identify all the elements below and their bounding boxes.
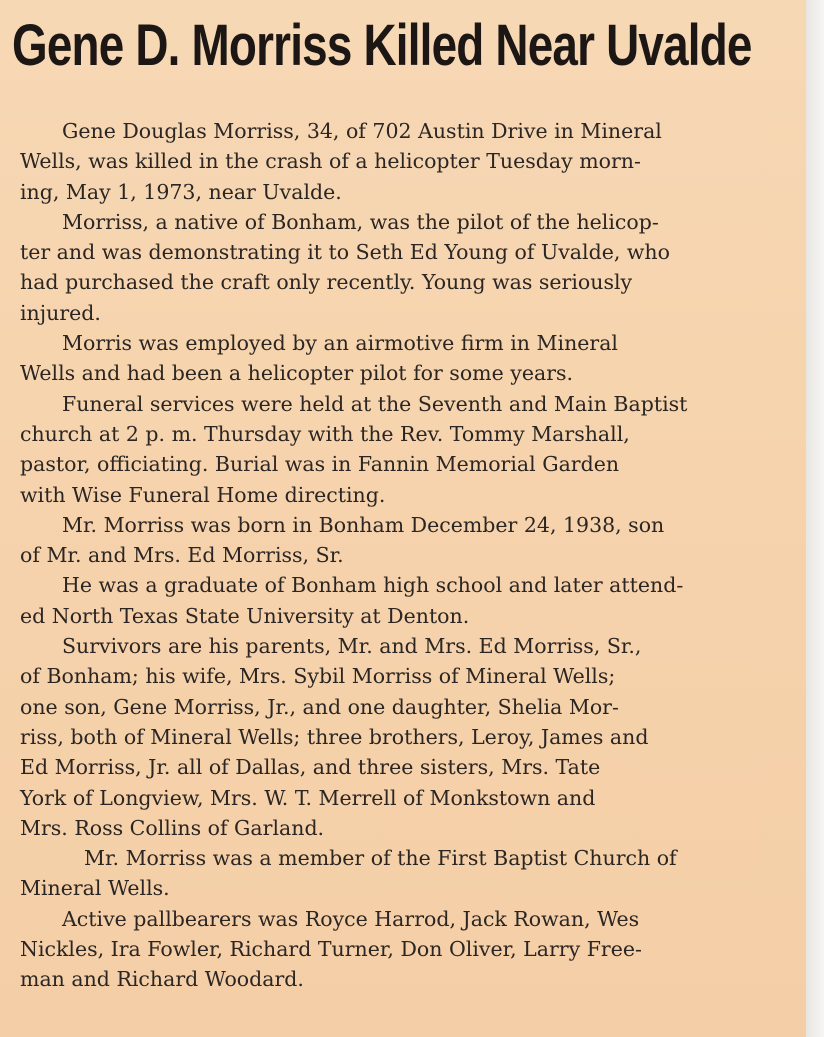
article-line: Active pallbearers was Royce Harrod, Jack Rowan, Wes <box>62 906 640 931</box>
article-line: Nickles, Ira Fowler, Richard Turner, Don Oliver, Larry Free- <box>20 937 642 962</box>
article-line: man and Richard Woodard. <box>20 967 304 992</box>
article-line: with Wise Funeral Home directing. <box>20 482 386 507</box>
page-edge <box>806 0 824 1037</box>
article-line: ing, May 1, 1973, near Uvalde. <box>20 179 342 204</box>
article-line: He was a graduate of Bonham high school and later attend- <box>62 573 684 598</box>
article-line: had purchased the craft only recently. Young was seriously <box>20 270 633 295</box>
article-line: Mr. Morriss was a member of the First Baptist Church of <box>84 846 677 871</box>
article-line: Gene Douglas Morriss, 34, of 702 Austin Drive in Mineral <box>62 119 662 143</box>
article-line: Ed Morriss, Jr. all of Dallas, and three sisters, Mrs. Tate <box>20 755 601 780</box>
article-line: Survivors are his parents, Mr. and Mrs. Ed Morriss, Sr., <box>62 634 642 659</box>
article-line: Mrs. Ross Collins of Garland. <box>20 815 325 840</box>
article-line: ter and was demonstrating it to Seth Ed Young of Uvalde, who <box>20 240 670 265</box>
article-line: Mineral Wells. <box>20 876 170 901</box>
article-line: Mr. Morriss was born in Bonham December 24, 1938, son <box>62 512 665 537</box>
article-line: of Mr. and Mrs. Ed Morriss, Sr. <box>20 543 344 568</box>
article-line: injured. <box>20 300 101 325</box>
article-line: Funeral services were held at the Seventh and Main Baptist <box>62 391 688 416</box>
article-line: ed North Texas State University at Denton. <box>20 603 470 628</box>
article-line: church at 2 p. m. Thursday with the Rev. Tommy Marshall, <box>20 421 630 446</box>
article-line: York of Longview, Mrs. W. T. Merrell of Monkstown and <box>20 785 596 810</box>
article-body <box>20 116 806 995</box>
article-line: Wells, was killed in the crash of a helicopter Tuesday morn- <box>20 149 641 174</box>
article-line: Morris was employed by an airmotive firm in Mineral <box>62 331 618 356</box>
article-line: Wells and had been a helicopter pilot for some years. <box>20 361 574 386</box>
article-line: riss, both of Mineral Wells; three brothers, Leroy, James and <box>20 724 649 749</box>
article-line: pastor, officiating. Burial was in Fannin Memorial Garden <box>20 452 620 477</box>
article-line: Morriss, a native of Bonham, was the pilot of the helicop- <box>62 209 659 234</box>
article-line: of Bonham; his wife, Mrs. Sybil Morriss of Mineral Wells; <box>20 664 616 689</box>
article-line: one son, Gene Morriss, Jr., and one daughter, Shelia Mor- <box>20 694 619 719</box>
headline: Gene D. Morriss Killed Near Uvalde <box>12 13 752 78</box>
